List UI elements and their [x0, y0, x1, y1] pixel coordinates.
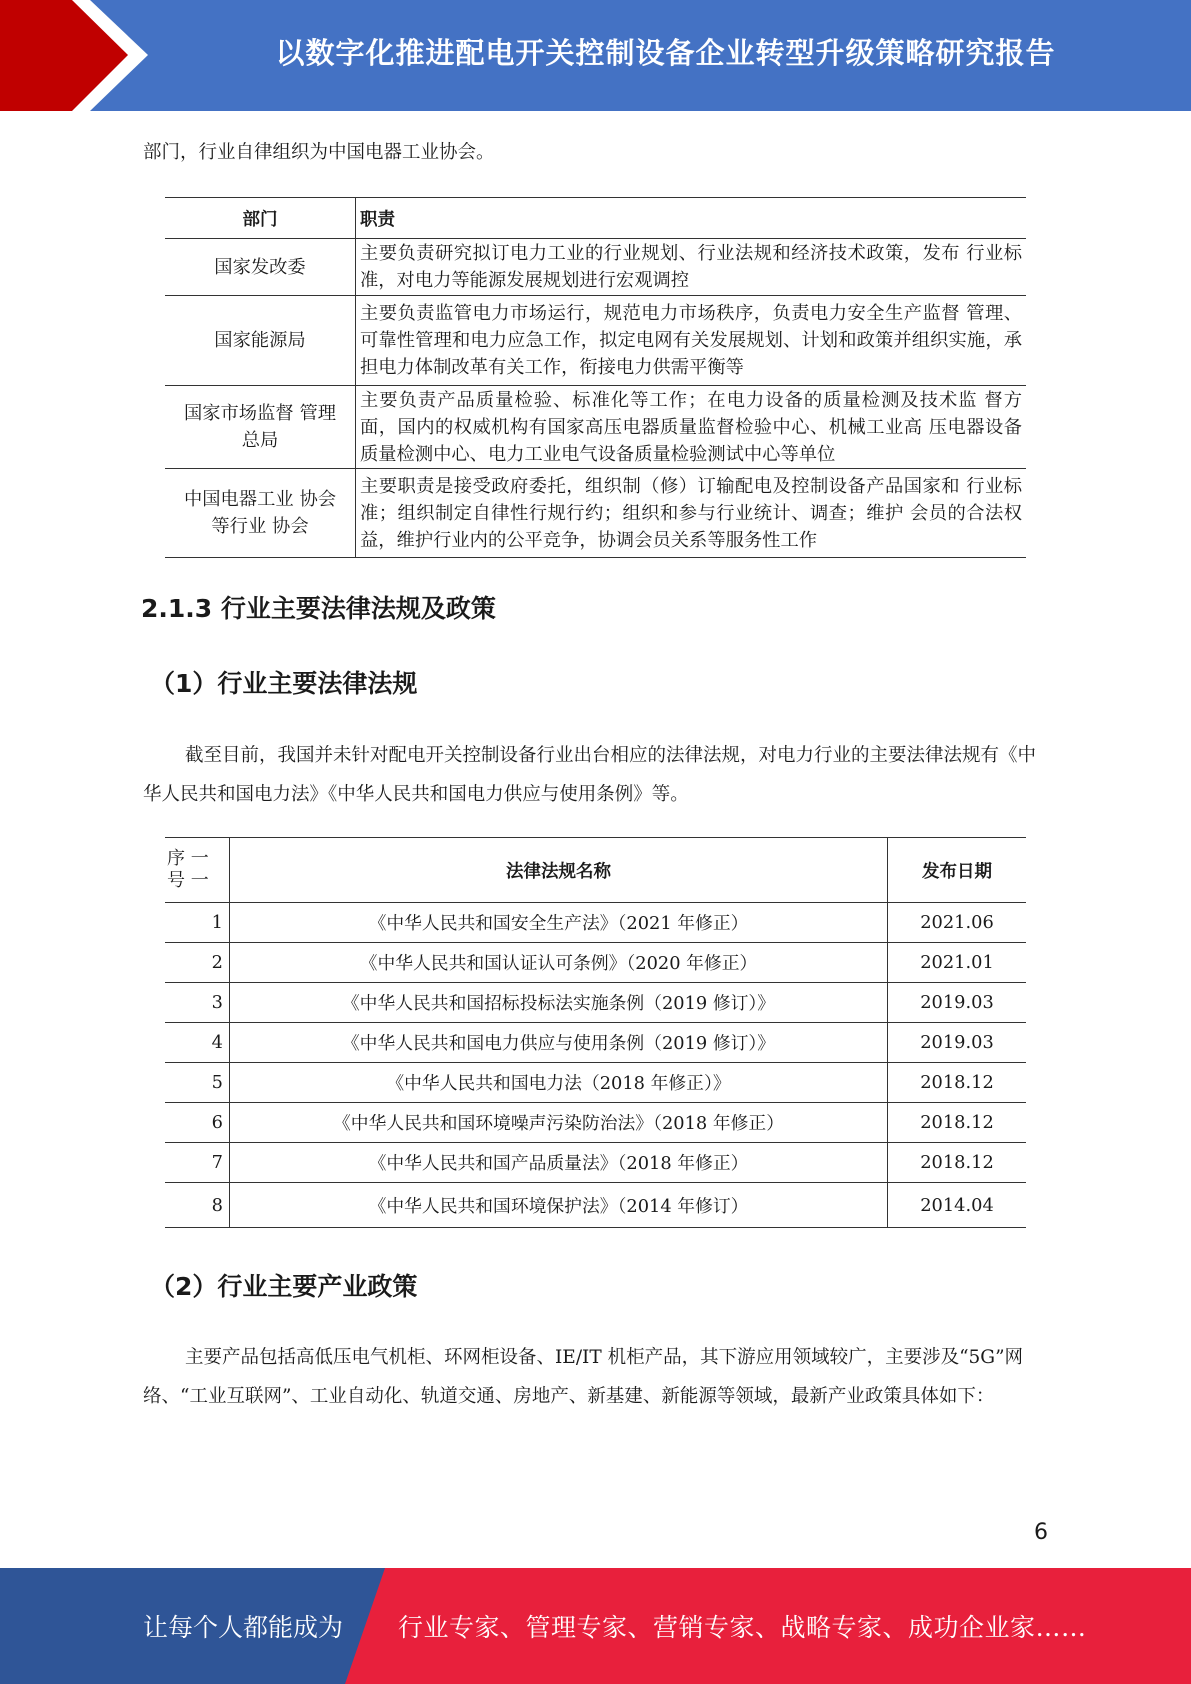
duty-cell: 主要负责监管电力市场运行，规范电力市场秩序，负责电力安全生产监督 管理、可靠性管理和电力应急工作，拟定电网有关发展规划、计划和政策并组织实施，承担电力体制改革有关工作，衔接电力供需平衡等 — [356, 296, 1027, 386]
column-header-no: 序 一 号 一 — [165, 838, 230, 903]
policies-paragraph: 主要产品包括高低压电气机柜、环网柜设备、IE/IT 机柜产品，其下游应用领域较广，主要涉及“5G”网络、“工业互联网”、工业自动化、轨道交通、房地产、新基建、新能源等领域，最新产业政策具体如下： — [143, 1347, 1024, 1407]
report-title: 以数字化推进配电开关控制设备企业转型升级策略研究报告 — [275, 36, 1056, 70]
duty-cell: 主要负责研究拟订电力工业的行业规划、行业法规和经济技术政策，发布 行业标准，对电力等能源发展规划进行宏观调控 — [356, 239, 1027, 296]
table-row — [165, 1103, 1026, 1143]
table-row — [165, 903, 1026, 943]
section-heading: 2.1.3 行业主要法律法规及政策 — [141, 594, 496, 623]
row-number: 1 — [165, 903, 230, 943]
publish-date: 2018.12 — [888, 1103, 1027, 1143]
row-number: 5 — [165, 1063, 230, 1103]
publish-date: 2014.04 — [888, 1183, 1027, 1228]
department-duty-table — [165, 197, 1026, 558]
intro-line: 部门，行业自律组织为中国电器工业协会。 — [143, 142, 495, 163]
dept-cell: 中国电器工业 协会等行业 协会 — [165, 469, 356, 558]
publish-date: 2018.12 — [888, 1143, 1027, 1183]
row-number: 6 — [165, 1103, 230, 1143]
laws-paragraph: 截至目前，我国并未针对配电开关控制设备行业出台相应的法律法规，对电力行业的主要法律法规有《中华人民共和国电力法》《中华人民共和国电力供应与使用条例》等。 — [143, 745, 1037, 805]
publish-date: 2019.03 — [888, 983, 1027, 1023]
table-header-row — [165, 198, 1026, 239]
law-name: 《中华人民共和国环境保护法》（2014 年修订） — [230, 1183, 888, 1228]
law-name: 《中华人民共和国电力供应与使用条例（2019 修订）》 — [230, 1023, 888, 1063]
law-name: 《中华人民共和国环境噪声污染防治法》（2018 年修正） — [230, 1103, 888, 1143]
duty-cell: 主要职责是接受政府委托，组织制（修）订输配电及控制设备产品国家和 行业标准；组织制定自律性行规行约；组织和参与行业统计、调查；维护 会员的合法权益，维护行业内的公平竞争，协调会员关系等服务性工作 — [356, 469, 1027, 558]
law-name: 《中华人民共和国认证认可条例》（2020 年修正） — [230, 943, 888, 983]
page-footer — [0, 1568, 1191, 1684]
table-row — [165, 1023, 1026, 1063]
publish-date: 2021.06 — [888, 903, 1027, 943]
column-header-duty: 职责 — [356, 198, 1027, 239]
table-row — [165, 1183, 1026, 1228]
publish-date: 2021.01 — [888, 943, 1027, 983]
footer-slogan-left: 让每个人都能成为 — [143, 1613, 344, 1642]
table-row — [165, 239, 1026, 296]
table-row — [165, 386, 1026, 469]
subsection-heading-laws: （1）行业主要法律法规 — [150, 669, 418, 698]
duty-cell: 主要负责产品质量检验、标准化等工作；在电力设备的质量检测及技术监 督方面，国内的权威机构有国家高压电器质量监督检验中心、机械工业高 压电器设备质量检测中心、电力工业电气设备质量检验测试中心等单位 — [356, 386, 1027, 469]
law-name: 《中华人民共和国安全生产法》（2021 年修正） — [230, 903, 888, 943]
row-number: 4 — [165, 1023, 230, 1063]
page-header — [0, 0, 1191, 111]
table-row — [165, 983, 1026, 1023]
row-number: 8 — [165, 1183, 230, 1228]
table-row — [165, 943, 1026, 983]
row-number: 7 — [165, 1143, 230, 1183]
header-red-chevron — [0, 0, 160, 111]
row-number: 2 — [165, 943, 230, 983]
publish-date: 2018.12 — [888, 1063, 1027, 1103]
footer-slogan-right: 行业专家、管理专家、营销专家、战略专家、成功企业家…… — [398, 1613, 1087, 1642]
table-row — [165, 1063, 1026, 1103]
dept-cell: 国家市场监督 管理总局 — [165, 386, 356, 469]
table-header-row — [165, 838, 1026, 903]
laws-table — [165, 837, 1026, 1228]
table-row — [165, 1143, 1026, 1183]
law-name: 《中华人民共和国产品质量法》（2018 年修正） — [230, 1143, 888, 1183]
law-name: 《中华人民共和国电力法（2018 年修正）》 — [230, 1063, 888, 1103]
dept-cell: 国家能源局 — [165, 296, 356, 386]
column-header-dept: 部门 — [165, 198, 356, 239]
table-row — [165, 296, 1026, 386]
table-row — [165, 469, 1026, 558]
subsection-heading-policies: （2）行业主要产业政策 — [150, 1272, 418, 1301]
publish-date: 2019.03 — [888, 1023, 1027, 1063]
page-number: 6 — [1034, 1520, 1048, 1545]
dept-cell: 国家发改委 — [165, 239, 356, 296]
column-header-name: 法律法规名称 — [230, 838, 888, 903]
row-number: 3 — [165, 983, 230, 1023]
law-name: 《中华人民共和国招标投标法实施条例（2019 修订）》 — [230, 983, 888, 1023]
column-header-date: 发布日期 — [888, 838, 1027, 903]
